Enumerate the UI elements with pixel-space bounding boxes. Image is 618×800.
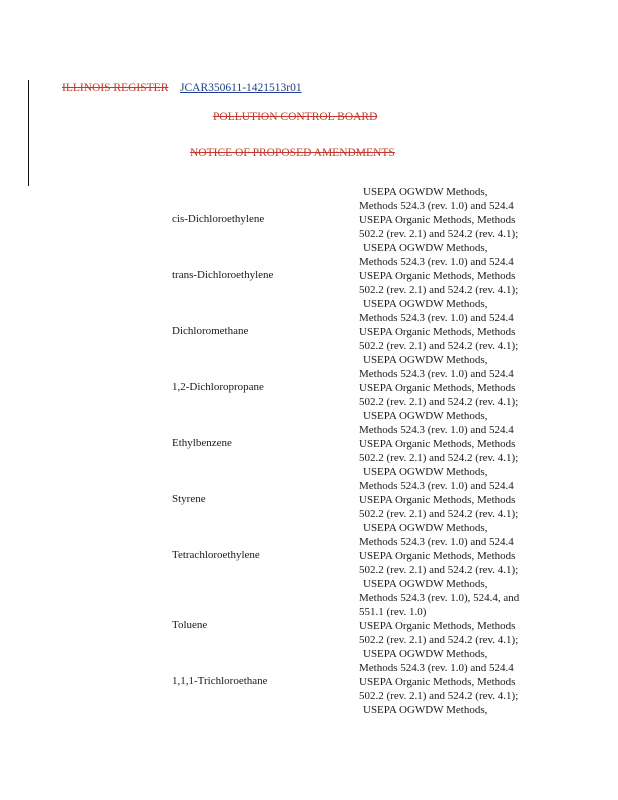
pollution-control-board-heading: POLLUTION CONTROL BOARD (213, 111, 378, 123)
method-line: 551.1 (rev. 1.0) (359, 606, 427, 618)
method-cell (359, 325, 518, 381)
method-cell (359, 675, 518, 717)
chemical-name: Dichloromethane (172, 325, 249, 337)
method-line: USEPA Organic Methods, Methods (359, 382, 516, 394)
method-line: 502.2 (rev. 2.1) and 524.2 (rev. 4.1); (359, 396, 519, 408)
method-line: USEPA Organic Methods, Methods (359, 494, 516, 506)
chemical-name: 1,1,1-Trichloroethane (172, 675, 268, 687)
methods-continuation (359, 185, 514, 213)
method-line: USEPA Organic Methods, Methods (359, 214, 516, 226)
method-line: 502.2 (rev. 2.1) and 524.2 (rev. 4.1); (359, 508, 519, 520)
method-line: Methods 524.3 (rev. 1.0) and 524.4 (359, 200, 514, 212)
chemical-name: 1,2-Dichloropropane (172, 381, 264, 393)
method-line: Methods 524.3 (rev. 1.0) and 524.4 (359, 424, 514, 436)
method-line: USEPA OGWDW Methods, (363, 648, 488, 660)
method-cell (359, 493, 518, 549)
method-line: USEPA OGWDW Methods, (363, 354, 488, 366)
method-line: USEPA OGWDW Methods, (363, 704, 488, 716)
method-cell (359, 549, 519, 619)
method-line: 502.2 (rev. 2.1) and 524.2 (rev. 4.1); (359, 228, 519, 240)
chemical-name: Tetrachloroethylene (172, 549, 260, 561)
method-line: 502.2 (rev. 2.1) and 524.2 (rev. 4.1); (359, 452, 519, 464)
chemical-name: Ethylbenzene (172, 437, 232, 449)
revision-margin-bar (28, 80, 29, 186)
method-line: USEPA OGWDW Methods, (363, 242, 488, 254)
method-cell (359, 437, 518, 493)
method-line: 502.2 (rev. 2.1) and 524.2 (rev. 4.1); (359, 340, 519, 352)
method-line: 502.2 (rev. 2.1) and 524.2 (rev. 4.1); (359, 690, 519, 702)
method-line: USEPA OGWDW Methods, (363, 522, 488, 534)
illinois-register-heading: ILLINOIS REGISTER (62, 82, 169, 94)
method-cell (359, 269, 518, 325)
method-line: USEPA OGWDW Methods, (363, 410, 488, 422)
method-line: Methods 524.3 (rev. 1.0) and 524.4 (359, 662, 514, 674)
chemical-name: Styrene (172, 493, 206, 505)
method-line: USEPA Organic Methods, Methods (359, 620, 516, 632)
method-line: USEPA Organic Methods, Methods (359, 550, 516, 562)
chemical-name: trans-Dichloroethylene (172, 269, 274, 281)
method-line: USEPA OGWDW Methods, (363, 298, 488, 310)
method-line: Methods 524.3 (rev. 1.0) and 524.4 (359, 368, 514, 380)
method-line: USEPA OGWDW Methods, (363, 186, 488, 198)
method-line: Methods 524.3 (rev. 1.0) and 524.4 (359, 480, 514, 492)
method-cell (359, 213, 518, 269)
method-line: Methods 524.3 (rev. 1.0) and 524.4 (359, 536, 514, 548)
method-line: Methods 524.3 (rev. 1.0) and 524.4 (359, 312, 514, 324)
method-line: USEPA OGWDW Methods, (363, 578, 488, 590)
method-line: USEPA Organic Methods, Methods (359, 270, 516, 282)
method-line: 502.2 (rev. 2.1) and 524.2 (rev. 4.1); (359, 284, 519, 296)
method-cell (359, 619, 518, 675)
method-line: USEPA OGWDW Methods, (363, 466, 488, 478)
method-line: USEPA Organic Methods, Methods (359, 438, 516, 450)
method-cell (359, 381, 518, 437)
method-line: Methods 524.3 (rev. 1.0) and 524.4 (359, 256, 514, 268)
method-line: USEPA Organic Methods, Methods (359, 326, 516, 338)
jcar-document-code: JCAR350611-1421513r01 (180, 82, 302, 94)
method-line: Methods 524.3 (rev. 1.0), 524.4, and (359, 592, 520, 604)
notice-heading: NOTICE OF PROPOSED AMENDMENTS (190, 147, 395, 159)
chemical-name: Toluene (172, 619, 208, 631)
method-line: 502.2 (rev. 2.1) and 524.2 (rev. 4.1); (359, 634, 519, 646)
chemical-name: cis-Dichloroethylene (172, 213, 265, 225)
method-line: USEPA Organic Methods, Methods (359, 676, 516, 688)
method-line: 502.2 (rev. 2.1) and 524.2 (rev. 4.1); (359, 564, 519, 576)
